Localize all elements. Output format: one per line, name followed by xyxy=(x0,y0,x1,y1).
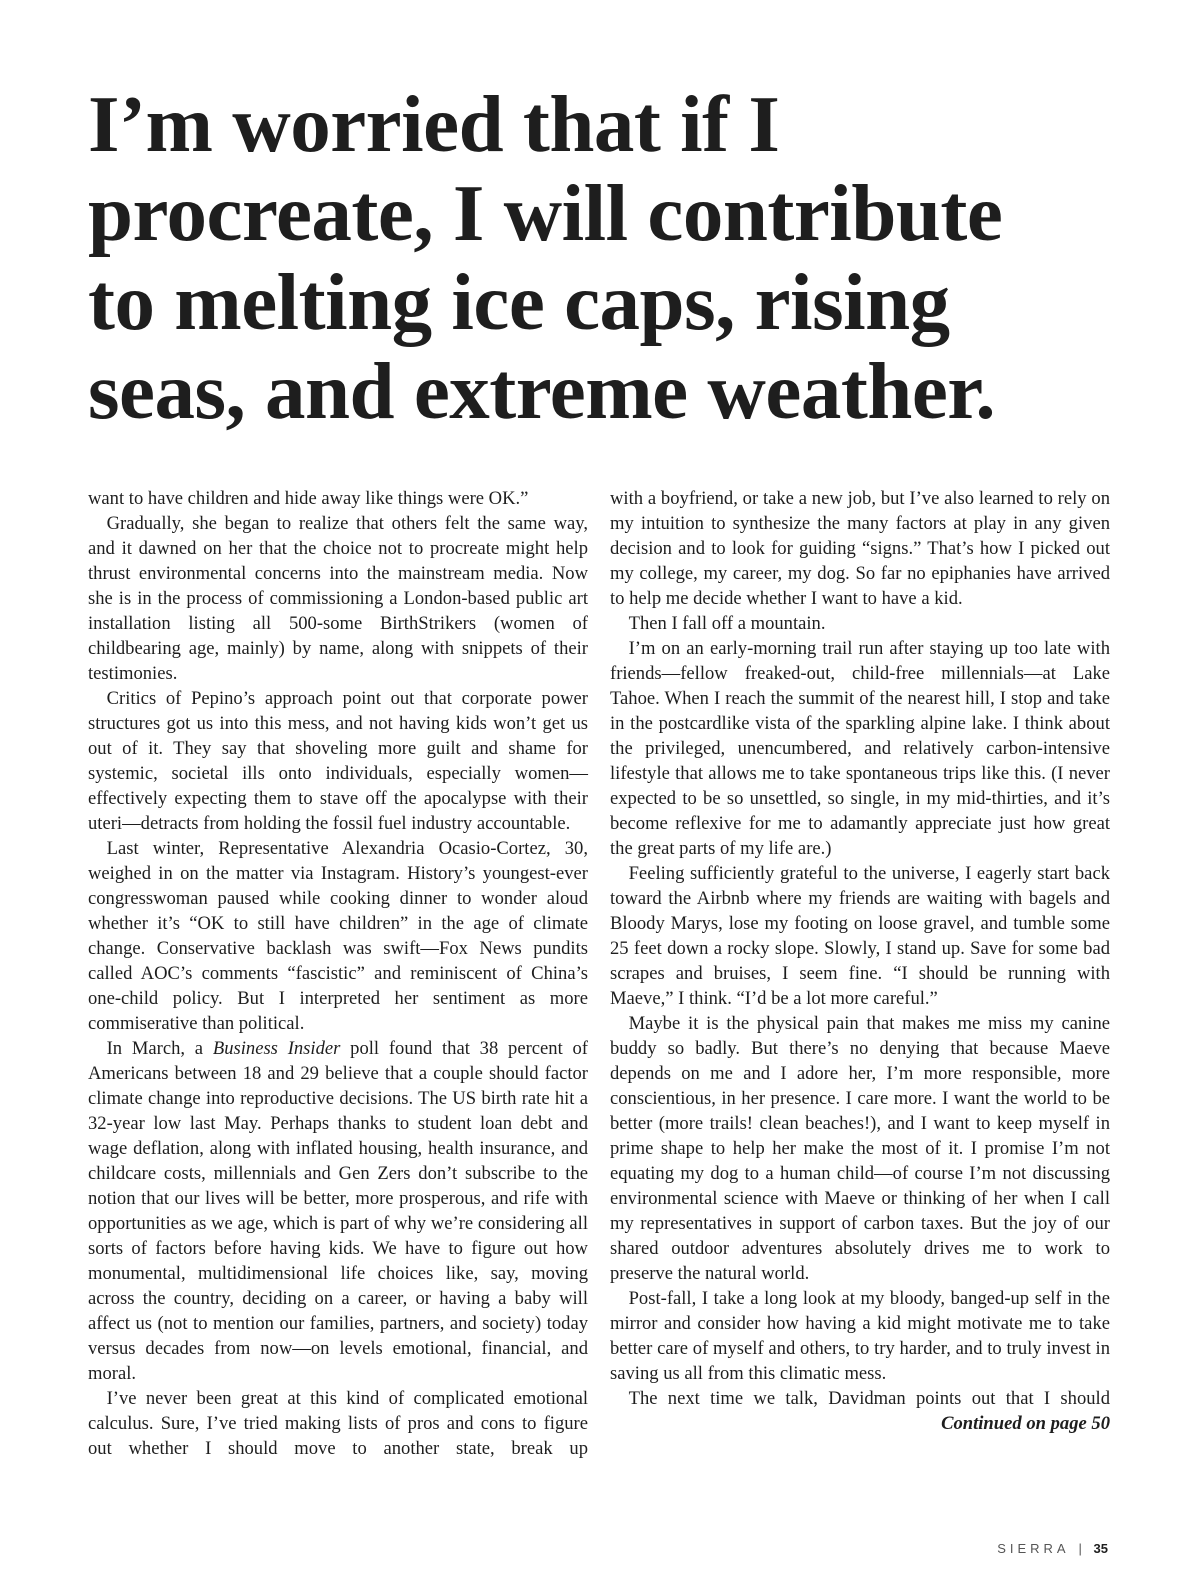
left-column xyxy=(88,486,588,1461)
headline-line: to melting ice caps, rising xyxy=(88,257,950,347)
paragraph: Feeling sufficiently grateful to the universe, I eagerly start back toward the Airbnb where my friends are waiting with bagels and Bloody Marys, lose my footing on loose gravel, and tumble some 25 feet down a rocky slope. Slowly, I stand up. Save for some bad scrapes and bruises, I seem fine. “I should be running with Maeve,” I think. “I’d be a lot more careful.” xyxy=(610,863,1110,1009)
headline-line: seas, and extreme weather. xyxy=(88,346,996,436)
paragraph xyxy=(88,1036,588,1386)
publication-name: Business Insider xyxy=(212,1038,341,1059)
headline xyxy=(88,80,1118,436)
paragraph: Last winter, Representative Alexandria Ocasio-Cortez, 30, weighed in on the matter via Instagram. History’s youngest-ever congresswoman paused while cooking dinner to wonder aloud whether it’s “OK to still have children” in the age of climate change. Conservative backlash was swift—Fox News pundits called AOC’s comments “fascistic” and reminiscent of China’s one-child policy. But I interpreted her sentiment as more commiserative than political. xyxy=(88,838,588,1034)
right-column xyxy=(610,486,1110,1436)
paragraph: I’m on an early-morning trail run after staying up too late with friends—fellow freaked-out, child-free millennials—at Lake Tahoe. When I reach the summit of the nearest hill, I stop and take in the postcardlike vista of the sparkling alpine lake. I think about the privileged, unencumbered, and relatively carbon-intensive lifestyle that allows me to take spontaneous trips like this. (I never expected to be so unsettled, so single, in my mid-thirties, and it’s become reflexive for me to adamantly appreciate just how great the great parts of my life are.) xyxy=(610,638,1110,859)
folio-separator: | xyxy=(1078,1541,1082,1556)
paragraph: Gradually, she began to realize that others felt the same way, and it dawned on her that the choice not to procreate might help thrust environmental concerns into the mainstream media. Now she is in the process of commissioning a London-based public art installation listing all 500-some BirthStrikers (women of childbearing age, mainly) by name, along with snippets of their testimonies. xyxy=(88,513,588,684)
paragraph: Maybe it is the physical pain that makes me miss my canine buddy so badly. But there’s no denying that because Maeve depends on me and I adore her, I’m more responsible, more conscientious, in her presence. I care more. I want the world to be better (more trails! clean beaches!), and I want to keep myself in prime shape to help her make the most of it. I promise I’m not equating my dog to a human child—of course I’m not discussing environmental science with Maeve or thinking of her when I call my representatives in support of carbon taxes. But the joy of our shared outdoor adventures absolutely drives me to work to preserve the natural world. xyxy=(610,1013,1110,1284)
continued-note: Continued on page 50 xyxy=(941,1413,1110,1434)
paragraph: Critics of Pepino’s approach point out that corporate power structures got us into this mess, and not having kids won’t get us out of it. They say that shoveling more guilt and shame for systemic, societal ills onto individuals, especially women—effectively expecting them to stave off the apocalypse with their uteri—detracts from holding the fossil fuel industry accountable. xyxy=(88,688,588,834)
paragraph-text: poll found that 38 percent of Americans between 18 and 29 believe that a couple should factor climate change into reproductive decisions. The US birth rate hit a 32-year low last May. Perhaps thanks to student loan debt and wage deflation, along with inflated housing, health insurance, and childcare costs, millennials and Gen Zers don’t subscribe to the notion that our lives will be better, more prosperous, and rife with opportunities as we age, which is part of why we’re considering all sorts of factors before having kids. We have to figure out how monumental, multidimensional life choices like, say, moving across the country, deciding on a career, or having a baby will affect us (not to mention our families, partners, and society) today versus decades from now—on levels emotional, financial, and moral. xyxy=(88,1038,588,1384)
page-folio xyxy=(997,1541,1108,1556)
paragraph: Post-fall, I take a long look at my bloody, banged-up self in the mirror and consider how having a kid might motivate me to take better care of myself and others, to try harder, and to truly invest in saving us all from this climatic mess. xyxy=(610,1288,1110,1384)
page-number: 35 xyxy=(1093,1541,1108,1556)
headline-line: procreate, I will contribute xyxy=(88,168,1003,258)
magazine-name: SIERRA xyxy=(997,1541,1069,1556)
paragraph-text: In March, a xyxy=(106,1038,213,1059)
paragraph: want to have children and hide away like things were OK.” xyxy=(88,488,529,509)
paragraph: with a boyfriend, or take a new job, but I’ve also learned to rely on my intuition to synthesize the many factors at play in any given decision and to look for guiding “signs.” That’s how I picked out my college, my career, my dog. So far no epiphanies have arrived to help me decide whether I want to have a kid. xyxy=(610,488,1110,609)
headline-line: I’m worried that if I xyxy=(88,79,780,169)
paragraph: Then I fall off a mountain. xyxy=(628,613,826,634)
paragraph: I’ve never been great at this kind of complicated emotional calculus. Sure, I’ve tried making lists of pros and cons to figure out whether I should move to another state, break up xyxy=(88,1388,588,1459)
paragraph: The next time we talk, Davidman points out that I should xyxy=(628,1388,1110,1409)
